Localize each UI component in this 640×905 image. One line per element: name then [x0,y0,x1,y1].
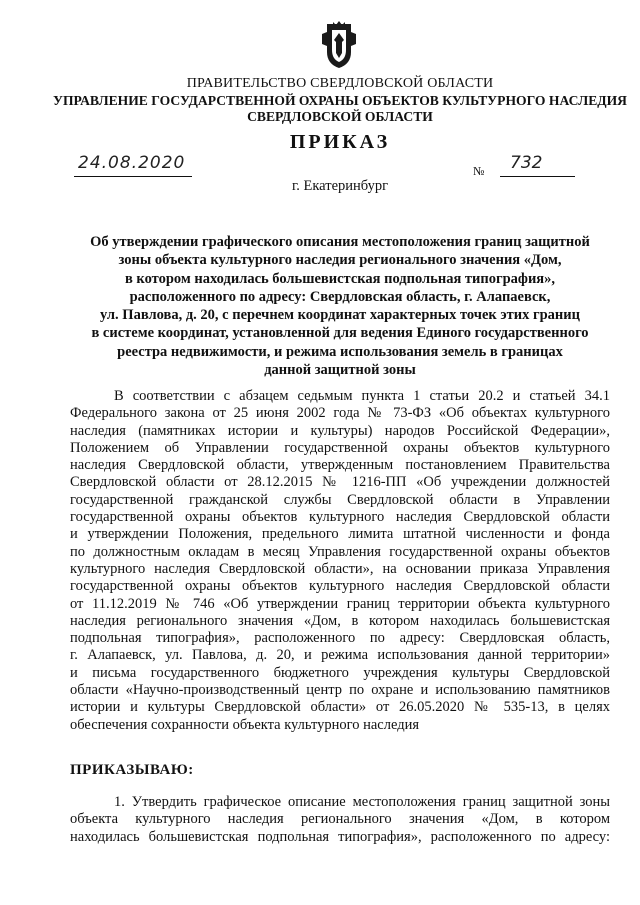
body-line: области «Научно-производственный центр по охране и использованию памятников [70,682,610,699]
document-type: ПРИКАЗ [289,131,391,153]
title-line: в котором находилась большевистская подпольная типография», [124,270,556,287]
title-line: данной защитной зоны [264,362,416,379]
title-line: реестра недвижимости, и режима использования земель в границах [117,343,563,360]
number-sign: № [473,164,485,178]
document-number: 732 [510,153,543,173]
title-line: в системе координат, установленной для ведения Единого государственного [91,325,589,342]
document-title [70,233,610,379]
department-name-line-1: УПРАВЛЕНИЕ ГОСУДАРСТВЕННОЙ ОХРАНЫ ОБЪЕКТОВ КУЛЬТУРНОГО НАСЛЕДИЯ [52,93,628,108]
body-line: государственной гражданской службы Свердловской области в Управлении [70,491,610,508]
body-line: г. Алапаевск, ул. Павлова, д. 20, и режима использования данной территории» [70,647,610,664]
body-line: В соответствии с абзацем седьмым пункта 1 статьи 20.2 и статьей 34.1 [114,388,610,404]
document-date: 24.08.2020 [78,153,186,173]
item-line: находилась большевистская подпольная типография», расположенного по адресу: [70,828,610,845]
preamble-paragraph [70,388,610,734]
body-line: Положением об Управлении государственной охраны объектов культурного [70,439,610,456]
body-line: обеспечения сохранности объекта культурного наследия [70,716,420,733]
title-line: расположенного по адресу: Свердловская область, г. Алапаевск, [129,288,551,305]
body-line: и утверждении Положения, предельного лимита штатной численности и фонда [70,526,610,543]
body-line: Федерального закона от 25 июня 2002 года № 73-ФЗ «Об объектах культурного [70,405,610,422]
body-line: Свердловской области от 28.12.2015 № 1216-ПП «Об учреждении должностей [70,474,610,491]
body-line: подпольная типография», расположенного по адресу: Свердловская область, [70,630,610,647]
item-line: объекта культурного наследия регионального значения «Дом, в котором [70,811,610,828]
body-line: наследия регионального значения «Дом, в котором находилась большевистская [70,612,610,629]
number-underline [500,176,575,177]
order-heading: ПРИКАЗЫВАЮ: [70,762,194,778]
government-name: ПРАВИТЕЛЬСТВО СВЕРДЛОВСКОЙ ОБЛАСТИ [186,76,494,91]
body-line: по должностным окладам в месяц Управления государственной охраны объектов [70,543,610,560]
body-line: государственной охраны объектов культурного наследия Свердловской области [70,509,610,526]
coat-of-arms-emblem [318,20,360,70]
item-line: 1. Утвердить графическое описание местоположения границ защитной зоны [114,794,610,810]
body-line: наследия Свердловской области, утвержденным постановлением Правительства [70,457,610,474]
body-line: государственной охраны объектов культурного наследия Свердловской области [70,578,610,595]
body-line: и письма государственного бюджетного учреждения культуры Свердловской [70,664,610,681]
department-name-line-2: СВЕРДЛОВСКОЙ ОБЛАСТИ [247,109,433,124]
title-line: зоны объекта культурного наследия регионального значения «Дом, [118,252,562,269]
title-line: ул. Павлова, д. 20, с перечнем координат характерных точек этих границ [100,307,580,324]
city: г. Екатеринбург [291,178,389,194]
body-line: истории и культуры Свердловской области» от 26.05.2020 № 535-13, в целях [70,699,610,716]
body-line: от 11.12.2019 № 746 «Об утверждении границ территории объекта культурного [70,595,610,612]
title-line: Об утверждении графического описания местоположения границ защитной [90,234,590,250]
body-line: наследия (памятниках истории и культуры) народов Российской Федерации», [70,422,610,439]
date-underline [74,176,192,177]
order-item-1 [70,794,610,846]
body-line: культурного наследия Свердловской области», на основании приказа Управления [70,560,610,577]
